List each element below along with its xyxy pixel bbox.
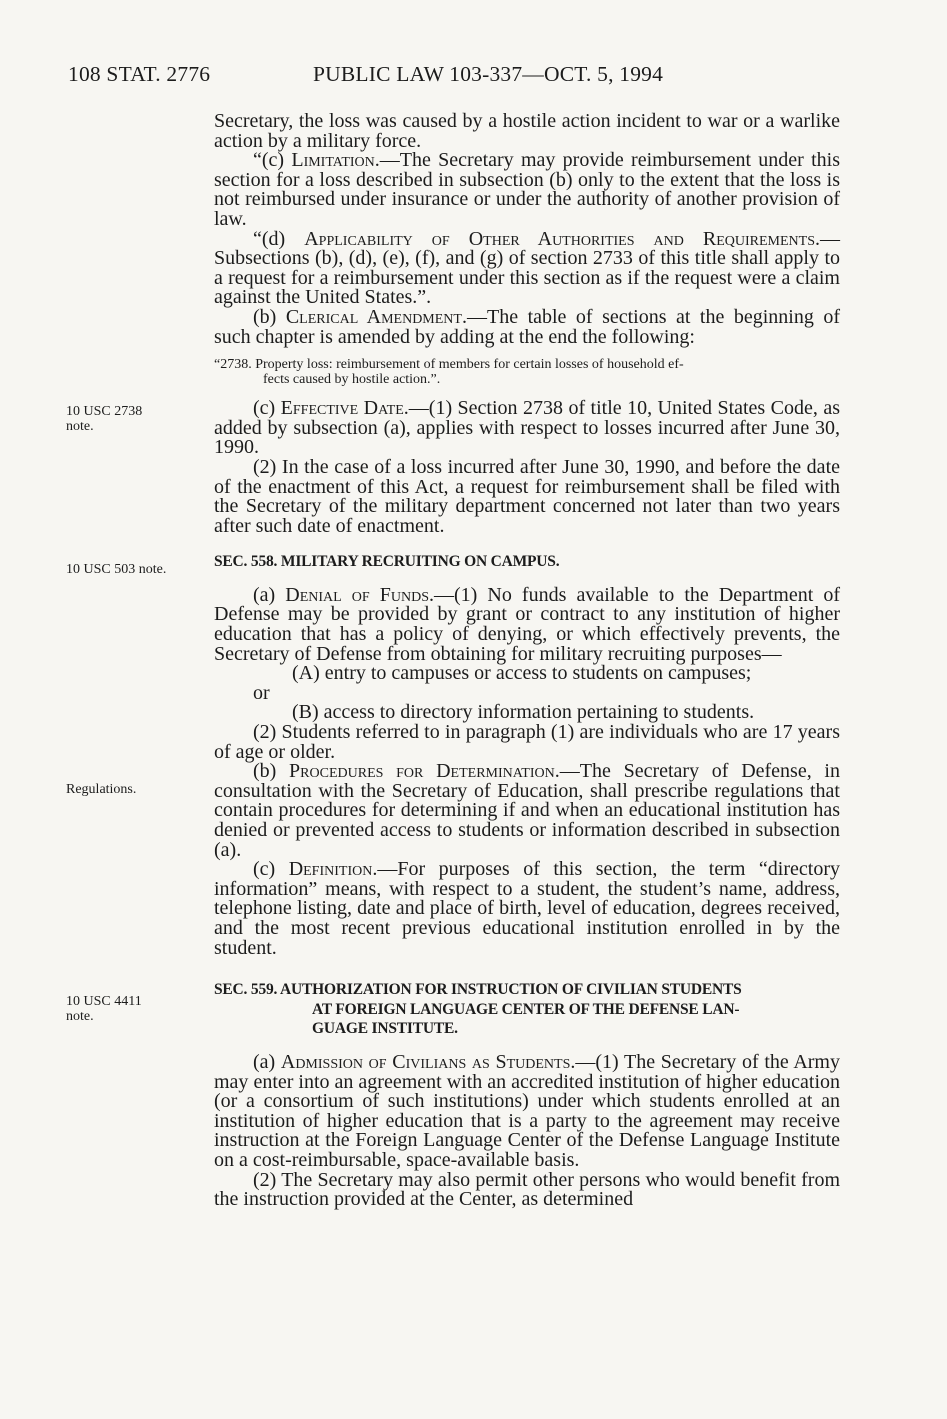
section-558-heading: SEC. 558. MILITARY RECRUITING ON CAMPUS. xyxy=(214,553,560,571)
paragraph-admission: (a) Admission of Civilians as Students.—(1) The Secretary of the Army may enter into an agreement with an accredited institution of higher education (or a consortium of such institutions) under which students enrolled at an institution of higher education that is a party to the agreement may receive instruction at the Foreign Language Center of the Defense Language Institute on a cost-reimbursable, space-available basis. xyxy=(214,1050,840,1171)
subparagraph-a: (A) entry to campuses or access to students on campuses; xyxy=(292,662,752,685)
subparagraph-b: (B) access to directory information pertaining to students. xyxy=(292,701,755,724)
page-header xyxy=(68,62,664,87)
main-text-column xyxy=(214,112,840,1210)
paragraph: Secretary, the loss was caused by a hostile action incident to war or a warlike action by a military force. xyxy=(214,110,840,152)
paragraph-applicability: “(d) Applicability of Other Authorities and Requirements.—Subsections (b), (d), (e), (f), and (g) of section 2733 of this title shall apply to a request for a reimbursement under this section as if the request were a claim against the United States.”. xyxy=(214,227,840,309)
margin-note-10-usc-4411: 10 USC 4411 note. xyxy=(66,994,142,1024)
paragraph-definition: (c) Definition.—For purposes of this section, the term “directory information” means, with respect to a student, the student’s name, address, telephone listing, date and place of birth, level of education, degrees received, and the most recent previous educational institution enrolled in by the student. xyxy=(214,858,840,959)
public-law-title: PUBLIC LAW 103-337—OCT. 5, 1994 xyxy=(313,62,664,86)
margin-note-10-usc-2738: 10 USC 2738 note. xyxy=(66,404,143,434)
stat-page-reference: 108 STAT. 2776 xyxy=(68,62,211,86)
table-of-sections-entry: “2738. Property loss: reimbursement of members for certain losses of household ef- fects caused by hostile action.”. xyxy=(214,357,684,387)
margin-note-10-usc-503: 10 USC 503 note. xyxy=(66,562,167,577)
paragraph: (2) Students referred to in paragraph (1) are individuals who are 17 years of age or older. xyxy=(214,721,840,763)
paragraph-effective-date: (c) Effective Date.—(1) Section 2738 of title 10, United States Code, as added by subsection (a), applies with respect to losses incurred after June 30, 1990. xyxy=(214,397,840,459)
paragraph: (2) The Secretary may also permit other persons who would benefit from the instruction provided at the Center, as determined xyxy=(214,1168,840,1211)
or-connector: or xyxy=(253,681,270,704)
paragraph: (2) In the case of a loss incurred after June 30, 1990, and before the date of the enactment of this Act, a request for reimbursement shall be filed with the Secretary of the military department concerned not later than two years after such date of enactment. xyxy=(214,455,840,537)
section-559-heading: SEC. 559. AUTHORIZATION FOR INSTRUCTION OF CIVILIAN STUDENTS AT FOREIGN LANGUAGE CENTER OF THE DEFENSE LAN- GUAGE INSTITUTE. xyxy=(214,981,742,1038)
paragraph-limitation: “(c) Limitation.—The Secretary may provide reimbursement under this section for a loss described in subsection (b) only to the extent that the loss is not reimbursed under insurance or under the authority of another provision of law. xyxy=(214,149,840,230)
paragraph-denial-of-funds: (a) Denial of Funds.—(1) No funds available to the Department of Defense may be provided by grant or contract to any institution of higher education that has a policy of denying, or which effectively prevents, the Secretary of Defense from obtaining for military recruiting purposes— xyxy=(214,583,840,665)
paragraph-clerical-amendment: (b) Clerical Amendment.—The table of sections at the beginning of such chapter is amended by adding at the end the following: xyxy=(214,305,840,348)
margin-note-regulations: Regulations. xyxy=(66,782,137,797)
paragraph-procedures: (b) Procedures for Determination.—The Secretary of Defense, in consultation with the Secretary of Education, shall prescribe regulations that contain procedures for determining if and when an educational institution has denied or prevented access to students or information described in subsection (a). xyxy=(214,760,840,861)
